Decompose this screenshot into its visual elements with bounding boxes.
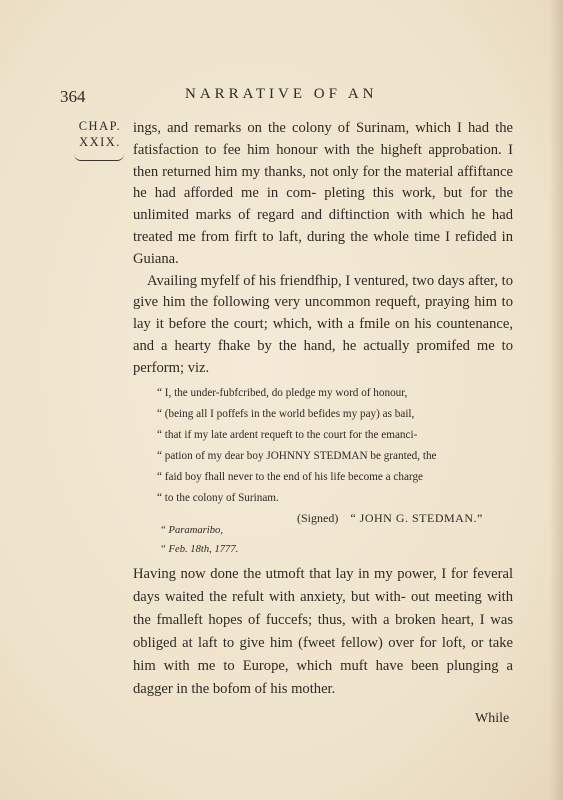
chapter-label: CHAP.: [78, 119, 122, 133]
running-head: NARRATIVE OF AN: [185, 86, 378, 102]
quote-line: “ to the colony of Surinam.: [157, 492, 279, 504]
text-line: and diftinction with which he had treated me from firft: [133, 207, 513, 245]
quote-line: “ (being all I poffefs in the world befides my pay) as bail,: [157, 408, 415, 420]
quote-line: “ faid boy fhall never to the end of his life become a charge: [157, 471, 424, 483]
text-line: out meeting with the fmalleft hopes of fuccefs; thus,: [133, 589, 513, 628]
text-line: fmile on his countenance, and a hearty fhake by the hand,: [133, 316, 513, 354]
text-line: approbation. I then returned him my thanks, not only: [133, 141, 513, 180]
text-line: ings, and remarks on the colony of Surinam, which I: [133, 120, 462, 136]
quote-line: “ pation of my dear boy JOHNNY STEDMAN be granted, the: [157, 450, 437, 462]
quote-line: “ I, the under-fubfcribed, do pledge my word of honour,: [157, 387, 408, 399]
paragraph-2: [133, 271, 513, 380]
place-date: [160, 521, 238, 559]
text-line: Having now done the utmoft that lay in my power, I: [133, 566, 447, 582]
text-line: after, to give him the following very uncommon requeft,: [133, 272, 513, 311]
margin-bracket: [74, 154, 124, 161]
page-edge-shadow: [549, 0, 563, 800]
margin-chapter-note: [74, 118, 126, 161]
catchword: While: [475, 711, 510, 726]
chapter-number: XXIX.: [79, 135, 121, 149]
text-line: for feveral days waited the refult with anxiety, but with-: [133, 566, 514, 605]
text-line: had the fatisfaction to fee him honour with the higheft: [133, 120, 514, 158]
text-line: Europe, which muft have been plunging a dagger in the: [133, 658, 513, 697]
paragraph-3: [133, 563, 513, 701]
text-line: praying him to lay it before the court; which, with a: [133, 294, 514, 333]
signatory-name: “ JOHN G. STEDMAN.”: [350, 511, 483, 525]
text-line: Availing myfelf of his friendfhip, I ventured, two days: [147, 272, 465, 289]
text-line: bofom of his mother.: [212, 681, 336, 697]
text-line: with a broken heart, I was obliged at laft to give him: [133, 612, 514, 651]
quote-line: “ that if my late ardent requeft to the court for the emanci-: [157, 429, 418, 441]
text-line: pleting this work, but for the unlimited marks of regard: [133, 185, 513, 224]
text-line: for the material affiftance he had afforded me in com-: [133, 163, 513, 202]
place: “ Paramaribo,: [160, 525, 223, 536]
page-number: 364: [60, 87, 86, 106]
text-line: to laft, during the whole time I refided in Guiana.: [133, 228, 514, 267]
text-line: he actually promifed me to perform; viz.: [133, 337, 514, 376]
signed-label: (Signed): [297, 511, 339, 525]
main-text: [133, 118, 513, 380]
paragraph-1: [133, 118, 513, 271]
text-line: (fweet fellow) over for loft, or take him with me to: [133, 635, 513, 674]
date: “ Feb. 18th, 1777.: [160, 544, 239, 555]
pledge-quotation: [157, 383, 517, 509]
signature-line: [297, 511, 483, 526]
